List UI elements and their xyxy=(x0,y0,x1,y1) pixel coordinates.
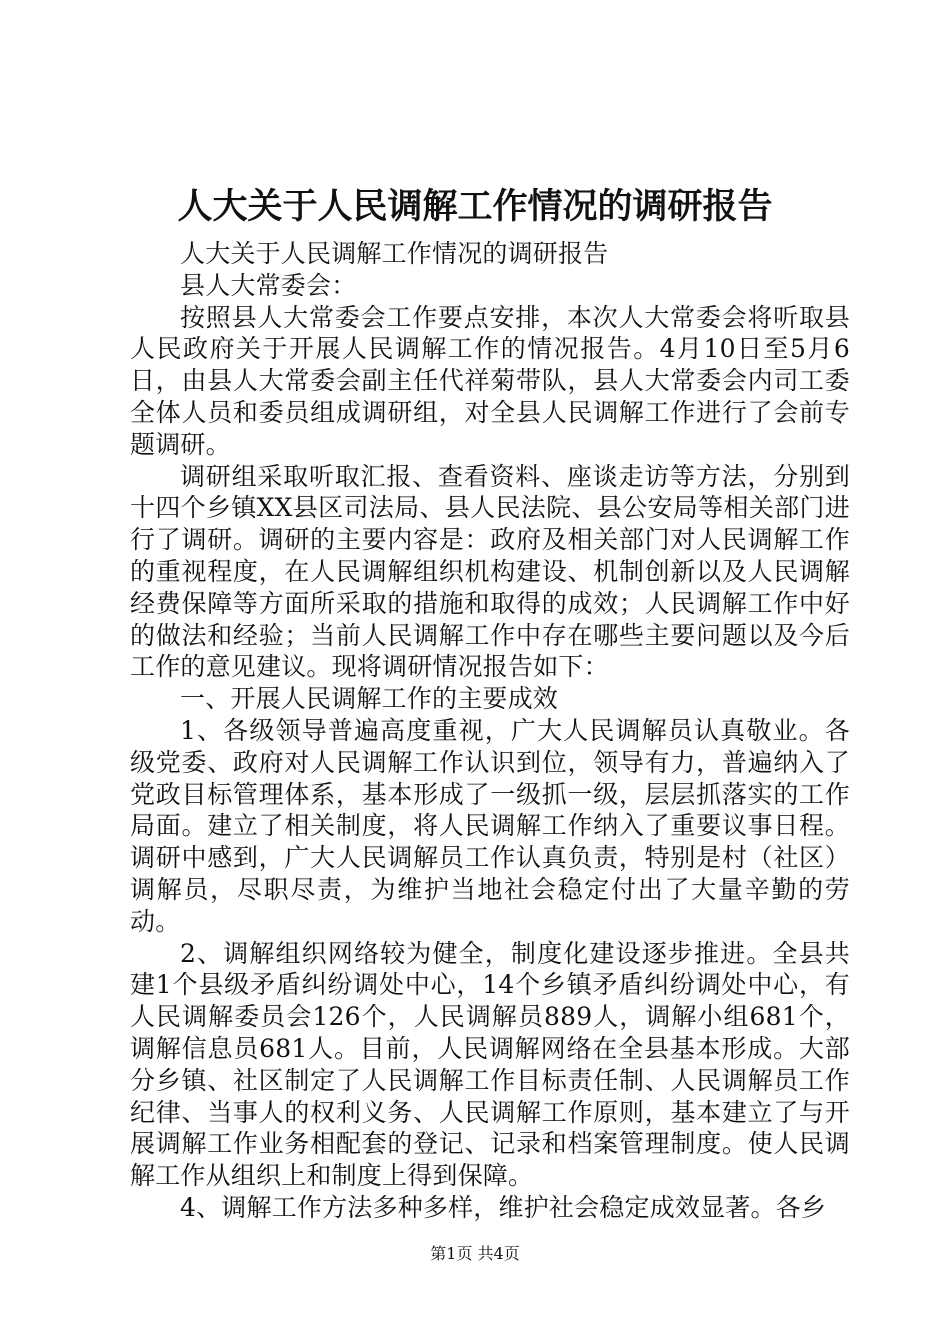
paragraph-point-1: 1、各级领导普遍高度重视，广大人民调解员认真敬业。各级党委、政府对人民调解工作认识到位，领导有力，普遍纳入了党政目标管理体系，基本形成了一级抓一级，层层抓落实的工作局面。建立了相关制度，将人民调解工作纳入了重要议事日程。调研中感到，广大人民调解员工作认真负责，特别是村（社区）调解员，尽职尽责，为维护当地社会稳定付出了大量辛勤的劳动。 xyxy=(130,715,850,936)
paragraph-point-2: 2、调解组织网络较为健全，制度化建设逐步推进。全县共建1个县级矛盾纠纷调处中心，14个乡镇矛盾纠纷调处中心，有人民调解委员会126个，人民调解员889人，调解小组681个，调解信息员681人。目前，人民调解网络在全县基本形成。大部分乡镇、社区制定了人民调解工作目标责任制、人民调解员工作纪律、当事人的权利义务、人民调解工作原则，基本建立了与开展调解工作业务相配套的登记、记录和档案管理制度。使人民调解工作从组织上和制度上得到保障。 xyxy=(130,938,850,1191)
page-footer: 第1页 共4页 xyxy=(430,1244,520,1263)
paragraph-point-4: 4、调解工作方法多种多样，维护社会稳定成效显著。各乡 xyxy=(180,1192,827,1222)
paragraph-methods: 调研组采取听取汇报、查看资料、座谈走访等方法，分别到十四个乡镇XX县区司法局、县人民法院、县公安局等相关部门进行了调研。调研的主要内容是：政府及相关部门对人民调解工作的重视程度，在人民调解组织机构建设、机制创新以及人民调解经费保障等方面所采取的措施和取得的成效；人民调解工作中好的做法和经验；当前人民调解工作中存在哪些主要问题以及今后工作的意见建议。现将调研情况报告如下： xyxy=(130,461,850,682)
section-heading-achievements: 一、开展人民调解工作的主要成效 xyxy=(180,684,559,714)
paragraph-salutation: 县人大常委会： xyxy=(180,270,357,300)
paragraph-intro: 按照县人大常委会工作要点安排，本次人大常委会将听取县人民政府关于开展人民调解工作的情况报告。4月10日至5月6日，由县人大常委会副主任代祥菊带队，县人大常委会内司工委全体人员和委员组成调研组，对全县人民调解工作进行了会前专题调研。 xyxy=(130,302,850,459)
document-body xyxy=(130,238,850,1224)
document-title: 人大关于人民调解工作情况的调研报告 xyxy=(177,186,773,227)
paragraph-subtitle: 人大关于人民调解工作情况的调研报告 xyxy=(180,239,609,268)
